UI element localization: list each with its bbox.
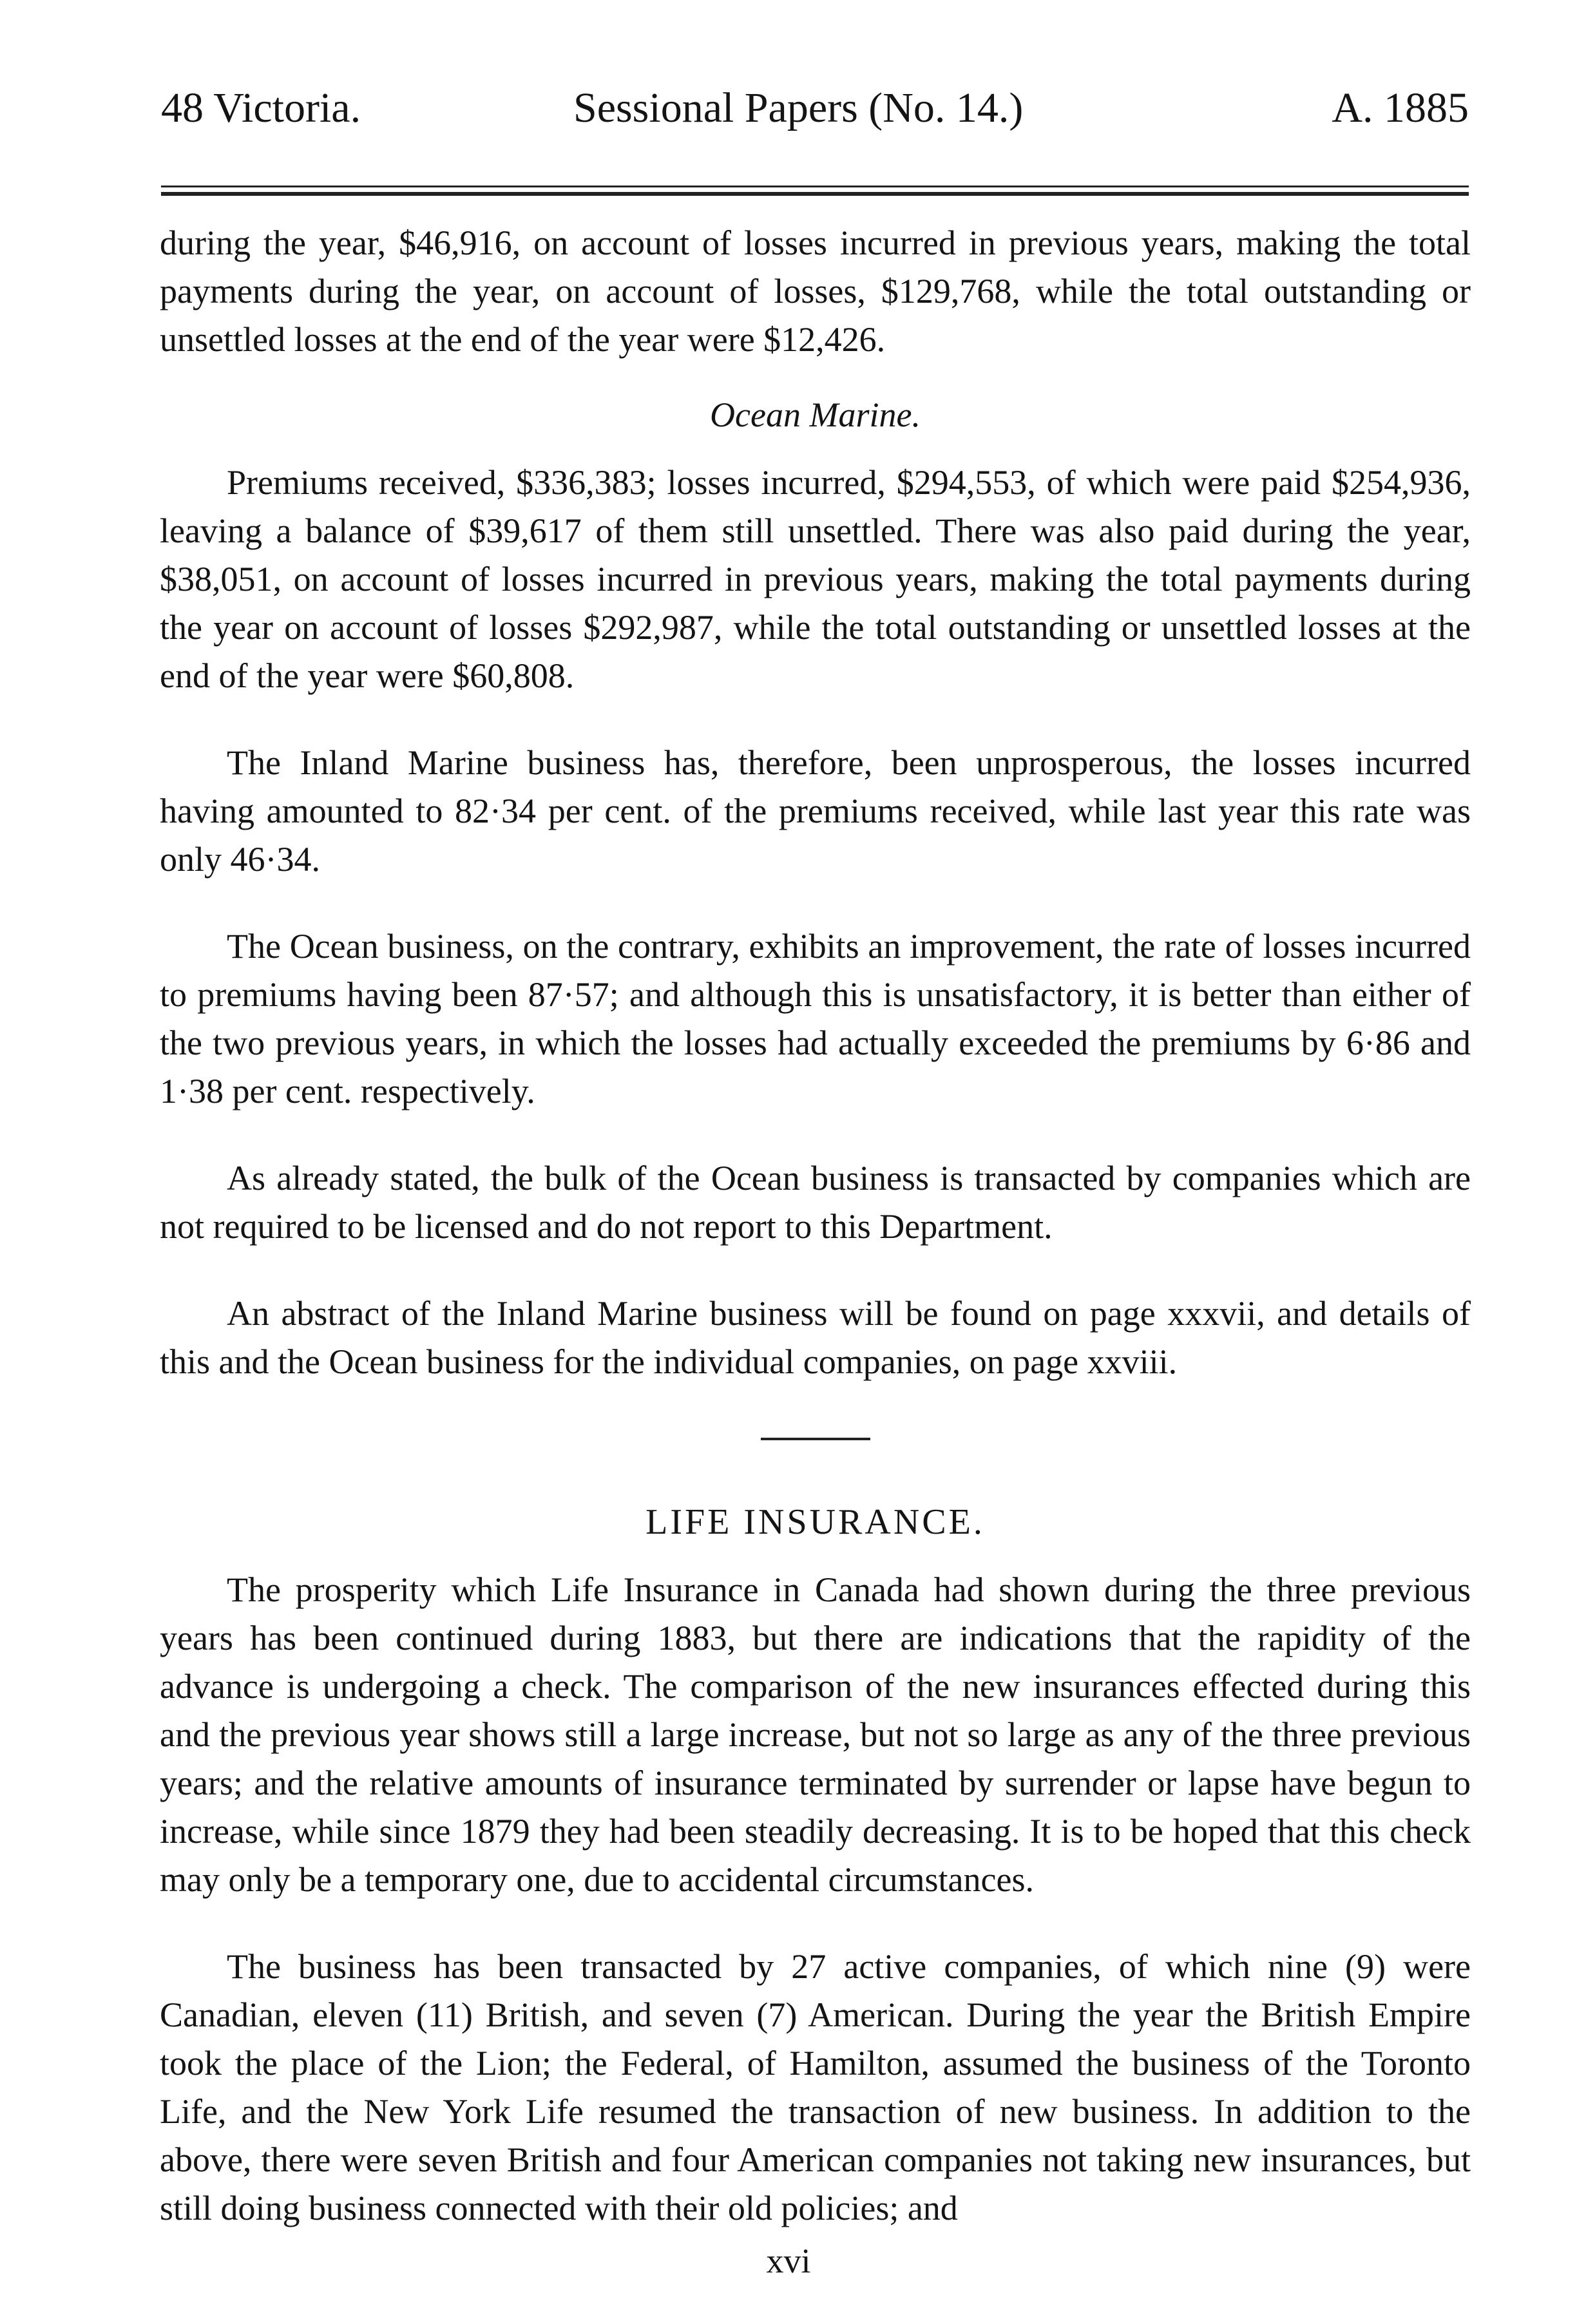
life-insurance-heading: LIFE INSURANCE. xyxy=(645,1502,985,1542)
paragraph-ocean-business: The Ocean business, on the contrary, exhibits an improvement, the rate of losses incurred to premiums having been 87·57; and although this is unsatisfactory, it is better than either of the two previous years, in which the losses had actually exceeded the premiums by 6·86 and 1·38 per cent. respectively. xyxy=(160,927,1471,1110)
rule-thin xyxy=(161,186,1469,187)
page-header xyxy=(155,76,1469,147)
section-divider xyxy=(761,1438,870,1440)
header-sessional-papers: Sessional Papers (No. 14.) xyxy=(573,84,1024,131)
paragraph-already-stated: As already stated, the bulk of the Ocean business is transacted by companies which are not required to be licensed and do not report to this Department. xyxy=(160,1159,1471,1246)
paragraph-inland-marine: The Inland Marine business has, therefore, been unprosperous, the losses incurred having amounted to 82·34 per cent. of the premiums received, while last year this rate was only 46·34. xyxy=(160,743,1471,879)
paragraph-abstract: An abstract of the Inland Marine business will be found on page xxxvii, and details of this and the Ocean business for the individual companies, on page xxviii. xyxy=(160,1294,1471,1381)
header-session: 48 Victoria. xyxy=(161,84,361,131)
rule-thick xyxy=(161,192,1469,196)
paragraph-continued-losses: during the year, $46,916, on account of losses incurred in previous years, making the total payments during the year, on account of losses, $129,768, while the total outstanding or unsettled losses at the end of the year were $12,426. xyxy=(160,224,1471,359)
header-year: A. 1885 xyxy=(1332,84,1469,131)
paragraph-active-companies: The business has been transacted by 27 active companies, of which nine (9) were Canadian, eleven (11) British, and seven (7) American. During the year the British Empire took the place of the Lion; the Federal, of Hamilton, assumed the business of the Toronto Life, and the New York Life resumed the transaction of new business. In addition to the above, there were seven British and four American companies not taking new insurances, but still doing business connected with their old policies; and xyxy=(160,1947,1471,2227)
paragraph-ocean-premiums: Premiums received, $336,383; losses incurred, $294,553, of which were paid $254,936, leaving a balance of $39,617 of them still unsettled. There was also paid during the year, $38,051, on account of losses incurred in previous years, making the total payments during the year on account of losses $292,987, while the total outstanding or unsettled losses at the end of the year were $60,808. xyxy=(160,463,1471,695)
page-number: xvi xyxy=(766,2242,811,2280)
header-double-rule xyxy=(161,186,1469,200)
paragraph-life-prosperity: The prosperity which Life Insurance in Canada had shown during the three previous years has been continued during 1883, but there are indications that the rapidity of the advance is undergoing a check. The comparison of the new insurances effected during this and the previous year shows still a large increase, but not so large as any of the three previous years; and the relative amounts of insurance terminated by surrender or lapse have begun to increase, while since 1879 they had been steadily decreasing. It is to be hoped that this check may only be a temporary one, due to accidental circumstances. xyxy=(160,1570,1471,1899)
ocean-marine-heading: Ocean Marine. xyxy=(710,395,921,434)
page-body xyxy=(160,219,1471,2233)
